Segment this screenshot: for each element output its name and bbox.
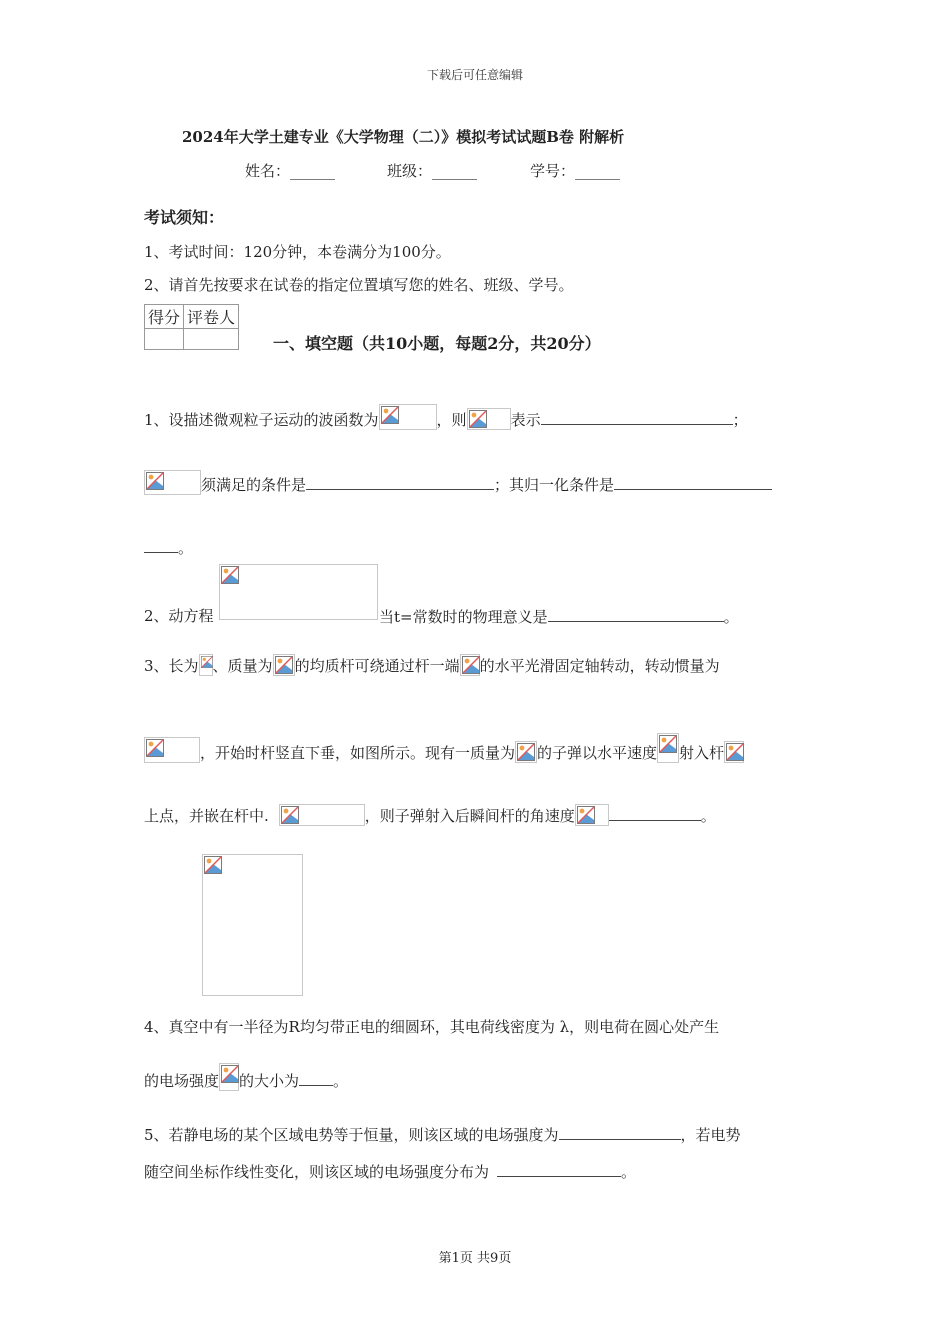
q1-text: 。 xyxy=(178,539,194,557)
score-cell xyxy=(145,329,184,350)
broken-image-icon xyxy=(381,406,399,424)
broken-image-icon xyxy=(221,1065,239,1083)
question-2-text-continued xyxy=(379,605,739,627)
broken-image-icon xyxy=(275,656,293,674)
question-2-text: 2、动方程 xyxy=(144,607,214,625)
formula-image xyxy=(219,1063,239,1091)
notice-item: 1、考试时间：120分钟，本卷满分为100分。 xyxy=(144,243,451,261)
notice-heading: 考试须知： xyxy=(144,208,225,227)
formula-image xyxy=(724,741,744,763)
q5-text: 5、若静电场的某个区域电势等于恒量，则该区域的电场强度为 xyxy=(144,1126,559,1144)
formula-image xyxy=(199,654,213,676)
class-field xyxy=(387,160,477,181)
header-note: 下载后可任意编辑 xyxy=(426,68,523,82)
score-table xyxy=(144,304,239,350)
formula-image xyxy=(279,804,365,826)
answer-blank xyxy=(548,605,724,622)
q1-text: ；其归一化条件是 xyxy=(494,476,615,494)
equation-image xyxy=(219,564,378,620)
question-3-line-3 xyxy=(144,804,716,826)
q5-text: 。 xyxy=(621,1163,637,1181)
broken-image-icon xyxy=(204,856,222,874)
q3-text: 。 xyxy=(700,807,716,825)
q1-text: ，则 xyxy=(436,411,467,429)
broken-image-icon xyxy=(201,656,213,668)
question-4-line-2 xyxy=(144,1063,348,1091)
question-1-line-1 xyxy=(144,404,748,430)
broken-image-icon xyxy=(146,472,164,490)
score-header: 得分 xyxy=(145,305,184,329)
exam-title: 2024年大学土建专业《大学物理（二）》模拟考试试题B卷 附解析 xyxy=(182,128,625,146)
q1-text: 1、设描述微观粒子运动的波函数为 xyxy=(144,411,379,429)
broken-image-icon xyxy=(469,410,487,428)
notice-item: 2、请首先按要求在试卷的指定位置填写您的姓名、班级、学号。 xyxy=(144,276,574,294)
answer-blank xyxy=(299,1069,333,1086)
answer-blank xyxy=(559,1123,681,1140)
q3-text: 3、长为 xyxy=(144,657,199,675)
formula-image xyxy=(144,470,201,495)
answer-blank xyxy=(306,473,494,490)
question-5-line-2 xyxy=(144,1160,636,1182)
broken-image-icon xyxy=(517,743,535,761)
q3-text: ，则子弹射入后瞬间杆的角速度 xyxy=(364,807,575,825)
q2-text: 。 xyxy=(723,608,739,626)
q3-text: 、质量为 xyxy=(212,657,273,675)
q4-text: 的大小为 xyxy=(239,1072,300,1090)
question-1-line-3 xyxy=(144,536,193,558)
q4-text: 的电场强度 xyxy=(144,1072,220,1090)
q3-text: 的均质杆可绕通过杆一端 xyxy=(294,657,460,675)
q3-text: 的水平光滑固定轴转动，转动惯量为 xyxy=(479,657,720,675)
answer-blank xyxy=(144,536,178,553)
formula-image xyxy=(460,654,480,676)
answer-blank xyxy=(541,408,733,425)
question-1-line-2 xyxy=(144,470,772,495)
q1-text: 须满足的条件是 xyxy=(201,476,307,494)
id-blank: ______ xyxy=(575,162,621,180)
grader-header: 评卷人 xyxy=(184,305,239,329)
broken-image-icon xyxy=(726,743,744,761)
figure-image xyxy=(202,854,303,996)
answer-blank xyxy=(614,473,772,490)
name-field xyxy=(245,160,335,181)
broken-image-icon xyxy=(462,656,480,674)
q5-text: 随空间坐标作线性变化，则该区域的电场强度分布为 xyxy=(144,1163,490,1181)
question-3-line-2 xyxy=(144,733,744,763)
q5-text: ，若电势 xyxy=(680,1126,741,1144)
formula-image xyxy=(575,804,609,826)
q4-text: 。 xyxy=(333,1072,349,1090)
q3-text: ，开始时杆竖直下垂，如图所示。现有一质量为 xyxy=(200,744,516,762)
broken-image-icon xyxy=(146,739,164,757)
id-label: 学号： xyxy=(530,162,576,180)
name-blank: ______ xyxy=(290,162,336,180)
formula-image xyxy=(467,408,511,430)
question-4-line-1: 4、真空中有一半径为R均匀带正电的细圆环，其电荷线密度为 λ，则电荷在圆心处产生 xyxy=(144,1018,720,1036)
question-3-line-1 xyxy=(144,654,720,676)
answer-blank xyxy=(609,804,701,821)
broken-image-icon xyxy=(221,566,239,584)
formula-image xyxy=(379,404,437,430)
q3-text: 射入杆 xyxy=(679,744,725,762)
broken-image-icon xyxy=(659,735,677,753)
name-label: 姓名： xyxy=(245,162,291,180)
broken-image-icon xyxy=(281,806,299,824)
answer-blank xyxy=(497,1160,621,1177)
grader-cell xyxy=(184,329,239,350)
section-title: 一、填空题（共10小题，每题2分，共20分） xyxy=(273,334,601,353)
class-blank: ______ xyxy=(432,162,478,180)
broken-image-icon xyxy=(577,806,595,824)
formula-image xyxy=(144,737,200,763)
q3-text: 的子弹以水平速度 xyxy=(537,744,658,762)
question-5-line-1 xyxy=(144,1123,741,1145)
q1-text: ； xyxy=(732,411,748,429)
q3-text: 上点，并嵌在杆中. xyxy=(144,807,269,825)
formula-image xyxy=(657,733,679,763)
formula-image xyxy=(515,741,537,763)
q2-text: 当t=常数时的物理意义是 xyxy=(379,608,548,626)
formula-image xyxy=(273,654,295,676)
class-label: 班级： xyxy=(387,162,433,180)
page-footer: 第1页 共9页 xyxy=(438,1251,512,1266)
student-id-field xyxy=(530,160,620,181)
q1-text: 表示 xyxy=(510,411,541,429)
